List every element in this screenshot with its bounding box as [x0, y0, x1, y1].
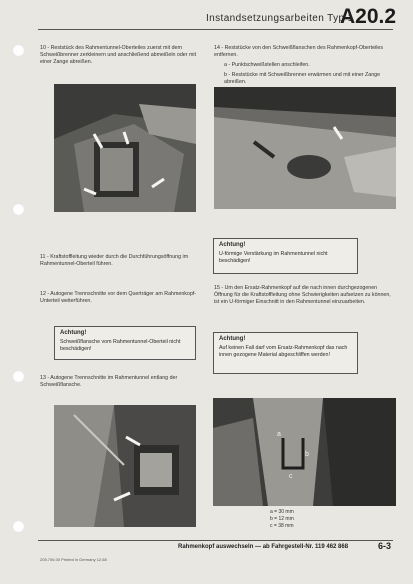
- dimension-a: a = 30 mm: [270, 509, 294, 515]
- step-10: 10 - Reststück des Rahmentunnel-Oberteiles zuerst mit dem Schweißbrenner zerkleinern und anschließend abmeißeln oder mit einer Zange abreißen.: [40, 45, 197, 66]
- warning-note: [213, 332, 358, 374]
- warning-note: [213, 238, 358, 274]
- header-divider: [38, 29, 393, 30]
- photo-weld-flanges: [214, 87, 396, 209]
- warning-text: Auf keinen Fall darf vom Ersatz-Rahmenkopf das nach innen gezogene Material abgeschliffen werden!: [219, 345, 348, 359]
- footer-divider: [38, 540, 393, 541]
- svg-text:a: a: [277, 431, 281, 438]
- section-title: Instandsetzungsarbeiten Typ 1: [206, 13, 354, 24]
- step-14: 14 - Reststücke von den Schweißflanschen des Rahmenkopf-Oberteiles entfernen.: [214, 45, 383, 59]
- step-14-a: a - Punktschweißstellen anschleifen.: [224, 62, 310, 68]
- step-13: 13 - Autogene Trennschnitte im Rahmentunnel entlang der Schweißflansche.: [40, 375, 178, 389]
- photo-u-cutout: [213, 398, 396, 506]
- warning-title: Achtung!: [219, 336, 246, 342]
- page-number: 6-3: [378, 541, 392, 551]
- warning-text: Schweißflansche vom Rahmentunnel-Oberteil nicht beschädigen!: [60, 339, 181, 353]
- punch-hole: [12, 203, 25, 216]
- photo-tunnel-cuts: [54, 405, 196, 527]
- step-15: 15 - Um den Ersatz-Rahmenkopf auf die nach innen durchgezogenen Öffnung für die Kraftstoffleitung ohne Schwierigkeiten aufsetzen zu können, ist ein U-förmiger Einschnitt in den Rahmentunnel einzuarbeiten.: [214, 285, 391, 306]
- warning-title: Achtung!: [219, 242, 246, 248]
- print-info: 205.706.00 Printed in Germany 12.68: [40, 557, 107, 562]
- punch-hole: [12, 44, 25, 57]
- dimension-b: b = 12 mm: [270, 516, 294, 522]
- warning-title: Achtung!: [60, 330, 87, 336]
- footer-title: Rahmenkopf auswechseln — ab Fahrgestell-Nr. 119 462 868: [178, 544, 349, 550]
- step-12: 12 - Autogene Trennschnitte vor dem Querträger am Rahmenkopf-Unterteil weiterführen.: [40, 291, 197, 305]
- punch-hole: [12, 370, 25, 383]
- svg-text:c: c: [289, 473, 293, 480]
- section-code: A20.2: [340, 5, 397, 28]
- dimension-c: c = 38 mm: [270, 523, 294, 529]
- step-14-b: b - Reststücke mit Schweißbrenner erwärmen und mit einer Zange abreißen.: [224, 72, 381, 86]
- step-11: 11 - Kraftstoffleitung wieder durch die Durchführungsöffnung im Rahmentunnel-Oberteil führen.: [40, 254, 189, 268]
- warning-text: U-förmige Verstärkung im Rahmentunnel nicht beschädigen!: [219, 251, 328, 265]
- svg-text:b: b: [305, 451, 309, 458]
- punch-hole: [12, 520, 25, 533]
- warning-note: [54, 326, 196, 360]
- photo-frame-head-removal: [54, 84, 196, 212]
